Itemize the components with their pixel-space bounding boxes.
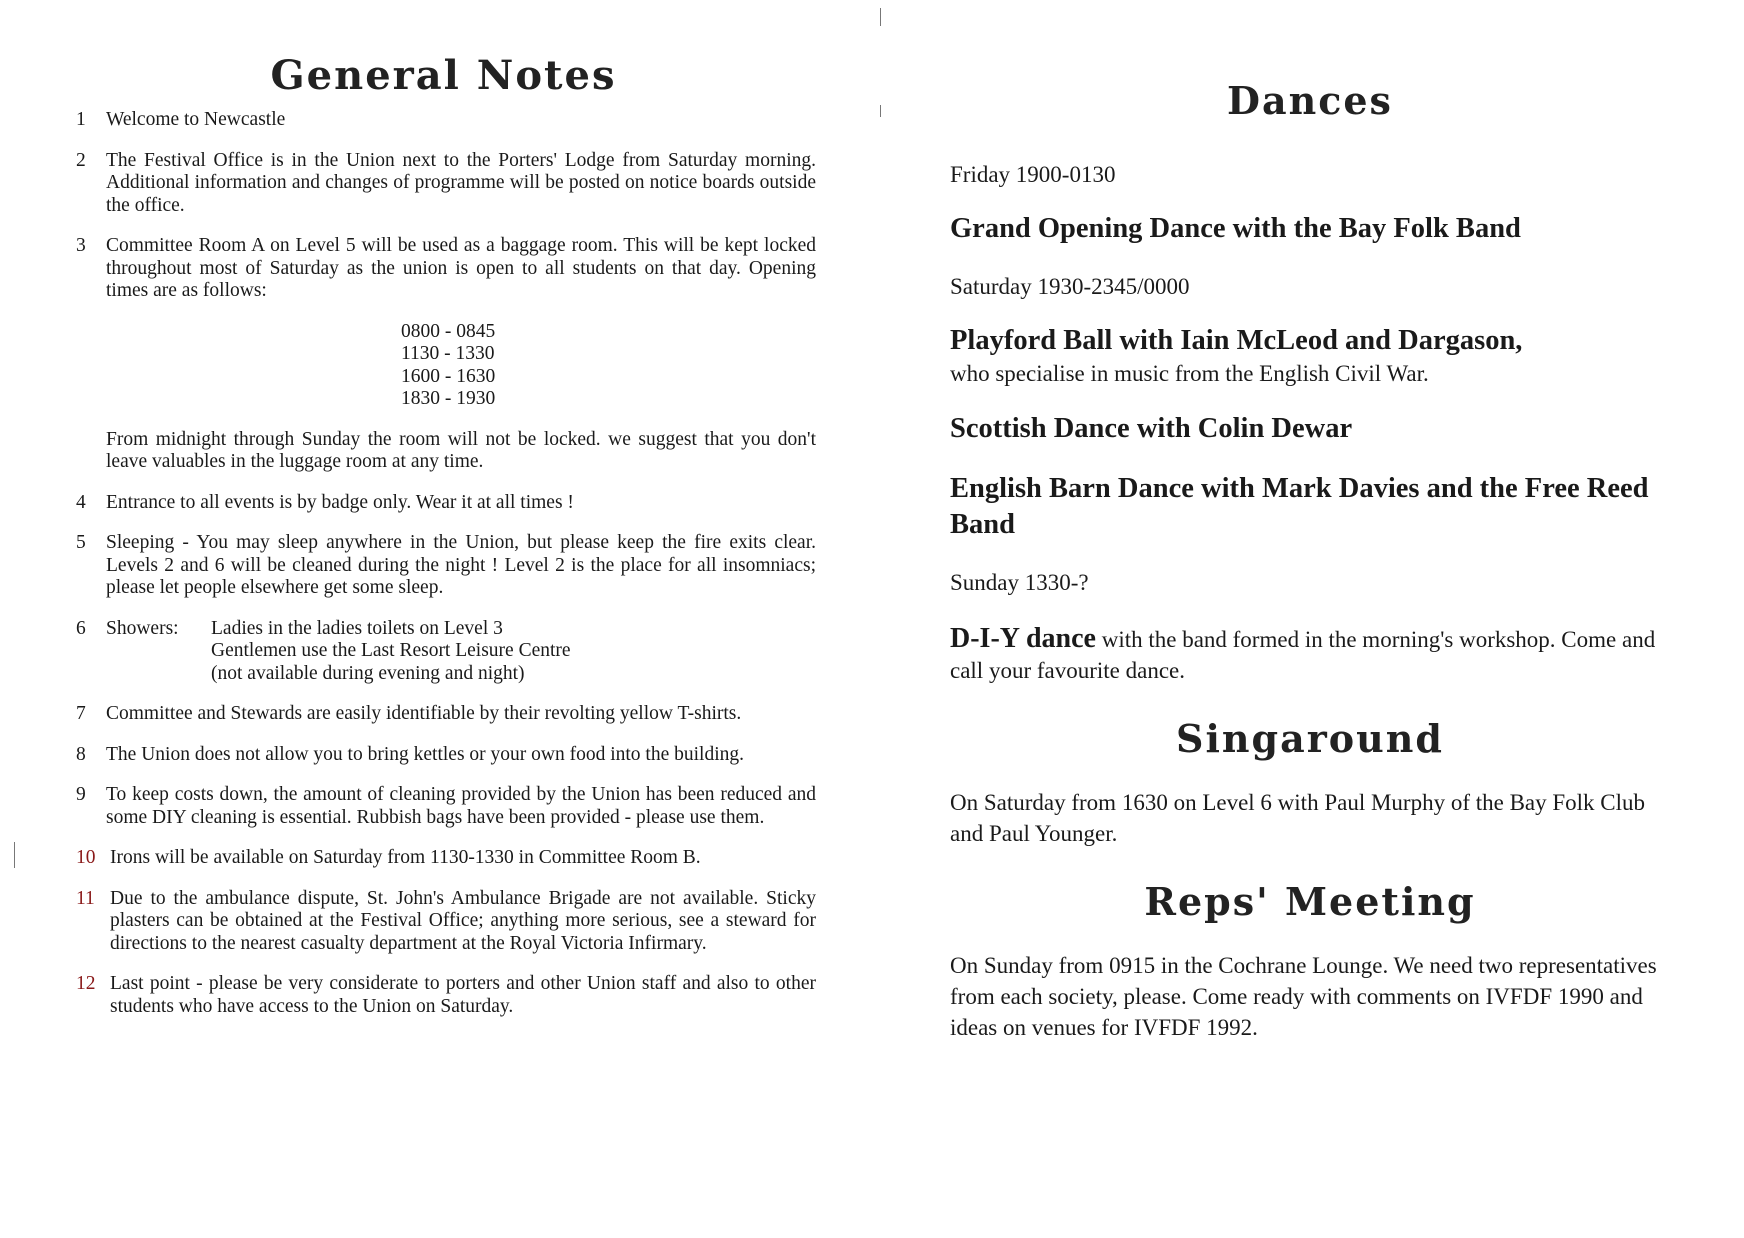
sunday-dance-lead: D-I-Y dance [950, 623, 1096, 654]
singaround-title: Singaround [1176, 716, 1444, 761]
note-text-after: From midnight through Sunday the room will not be locked. we suggest that you don't leave valuables in the luggage room at any time. [106, 428, 816, 472]
note-item [76, 744, 816, 767]
showers-note [106, 618, 816, 686]
note-number: 1 [76, 109, 86, 130]
note-number: 12 [76, 973, 96, 994]
note-text: Last point - please be very considerate to porters and other Union staff and also to other students who have access to the Union on Saturday. [110, 973, 816, 1017]
opening-time: 1600 - 1630 [401, 365, 496, 387]
note-body [106, 235, 816, 474]
reps-meeting-text: On Sunday from 0915 in the Cochrane Lounge. We need two representatives from each society, please. Come ready with comments on IVFDF 1990 and ideas on venues for IVFDF 1992. [950, 953, 1657, 1040]
note-item [76, 784, 816, 829]
scan-mark [14, 842, 15, 868]
note-number: 7 [76, 703, 86, 724]
saturday-dance-1: Playford Ball with Iain McLeod and Dargason, [950, 325, 1523, 356]
note-number: 9 [76, 784, 86, 805]
fold-mark [880, 8, 881, 26]
note-number: 8 [76, 743, 86, 765]
opening-time: 1130 - 1330 [401, 343, 495, 364]
showers-label: Showers: [106, 617, 179, 639]
note-number: 10 [76, 847, 96, 868]
friday-session: Friday 1900-0130 [950, 162, 1116, 187]
note-text: Sleeping - You may sleep anywhere in the Union, but please keep the fire exits clear. Levels 2 and 6 will be cleaned during the night ! Level 2 is the place for all insomniacs; please let people elsewhere get some sleep. [106, 532, 816, 598]
note-text: Committee and Stewards are easily identifiable by their revolting yellow T-shirts. [106, 703, 742, 724]
note-text: To keep costs down, the amount of cleaning provided by the Union has been reduced and some DIY cleaning is essential. Rubbish bags have been provided - please use them. [106, 784, 816, 828]
reps-meeting-title: Reps' Meeting [1144, 879, 1476, 924]
saturday-session: Saturday 1930-2345/0000 [950, 274, 1190, 299]
showers-line: Ladies in the ladies toilets on Level 3 [211, 617, 503, 639]
note-number: 11 [76, 887, 95, 909]
showers-line: Gentlemen use the Last Resort Leisure Centre [211, 640, 571, 661]
dances-title: Dances [1227, 78, 1393, 123]
note-text: The Festival Office is in the Union next to the Porters' Lodge from Saturday morning. Additional information and changes of programme will be posted on notice boards outside the office. [106, 149, 816, 216]
general-notes-title: General Notes [270, 52, 617, 99]
opening-time: 0800 - 0845 [401, 320, 496, 342]
saturday-dance-2: Scottish Dance with Colin Dewar [950, 413, 1353, 444]
friday-dance: Grand Opening Dance with the Bay Folk Band [950, 213, 1521, 244]
note-item [76, 109, 816, 132]
opening-time: 1830 - 1930 [401, 388, 496, 409]
note-item [76, 847, 816, 870]
note-item [76, 973, 816, 1018]
general-notes-list [76, 109, 816, 1018]
note-text: Committee Room A on Level 5 will be used as a baggage room. This will be kept locked throughout most of Saturday as the union is open to all students on that day. Opening times are as follows: [106, 235, 816, 301]
sunday-dance-rest: with the band formed in the morning's workshop. Come and call your favourite dance. [950, 627, 1656, 683]
note-item [76, 532, 816, 600]
note-item [76, 150, 816, 218]
opening-times [401, 321, 816, 411]
note-item [76, 703, 816, 726]
note-number: 5 [76, 532, 86, 553]
note-number: 2 [76, 149, 86, 171]
note-number: 3 [76, 235, 86, 256]
saturday-dance-1-sub: who specialise in music from the English Civil War. [950, 361, 1429, 386]
note-text: Entrance to all events is by badge only. Wear it at all times ! [106, 491, 574, 513]
note-number: 6 [76, 617, 86, 639]
sunday-session: Sunday 1330-? [950, 570, 1089, 595]
showers-lines [211, 618, 571, 686]
note-item [76, 235, 816, 474]
note-text: Welcome to Newcastle [106, 109, 286, 130]
fold-mark [880, 105, 881, 117]
note-number: 4 [76, 491, 86, 513]
saturday-dance-3: English Barn Dance with Mark Davies and the Free Reed Band [950, 473, 1649, 540]
note-text: Due to the ambulance dispute, St. John's Ambulance Brigade are not available. Sticky plasters can be obtained at the Festival Office; anything more serious, see a steward for directions to the nearest casualty department at the Royal Victoria Infirmary. [110, 887, 816, 954]
singaround-text: On Saturday from 1630 on Level 6 with Paul Murphy of the Bay Folk Club and Paul Younger. [950, 790, 1646, 846]
note-text: Irons will be available on Saturday from 1130-1330 in Committee Room B. [110, 847, 701, 868]
note-item [76, 888, 816, 956]
note-item [76, 492, 816, 515]
note-text: The Union does not allow you to bring kettles or your own food into the building. [106, 743, 745, 765]
right-page [880, 0, 1744, 1238]
showers-line: (not available during evening and night) [211, 662, 525, 684]
sunday-dance [950, 623, 1660, 686]
note-item [76, 618, 816, 686]
